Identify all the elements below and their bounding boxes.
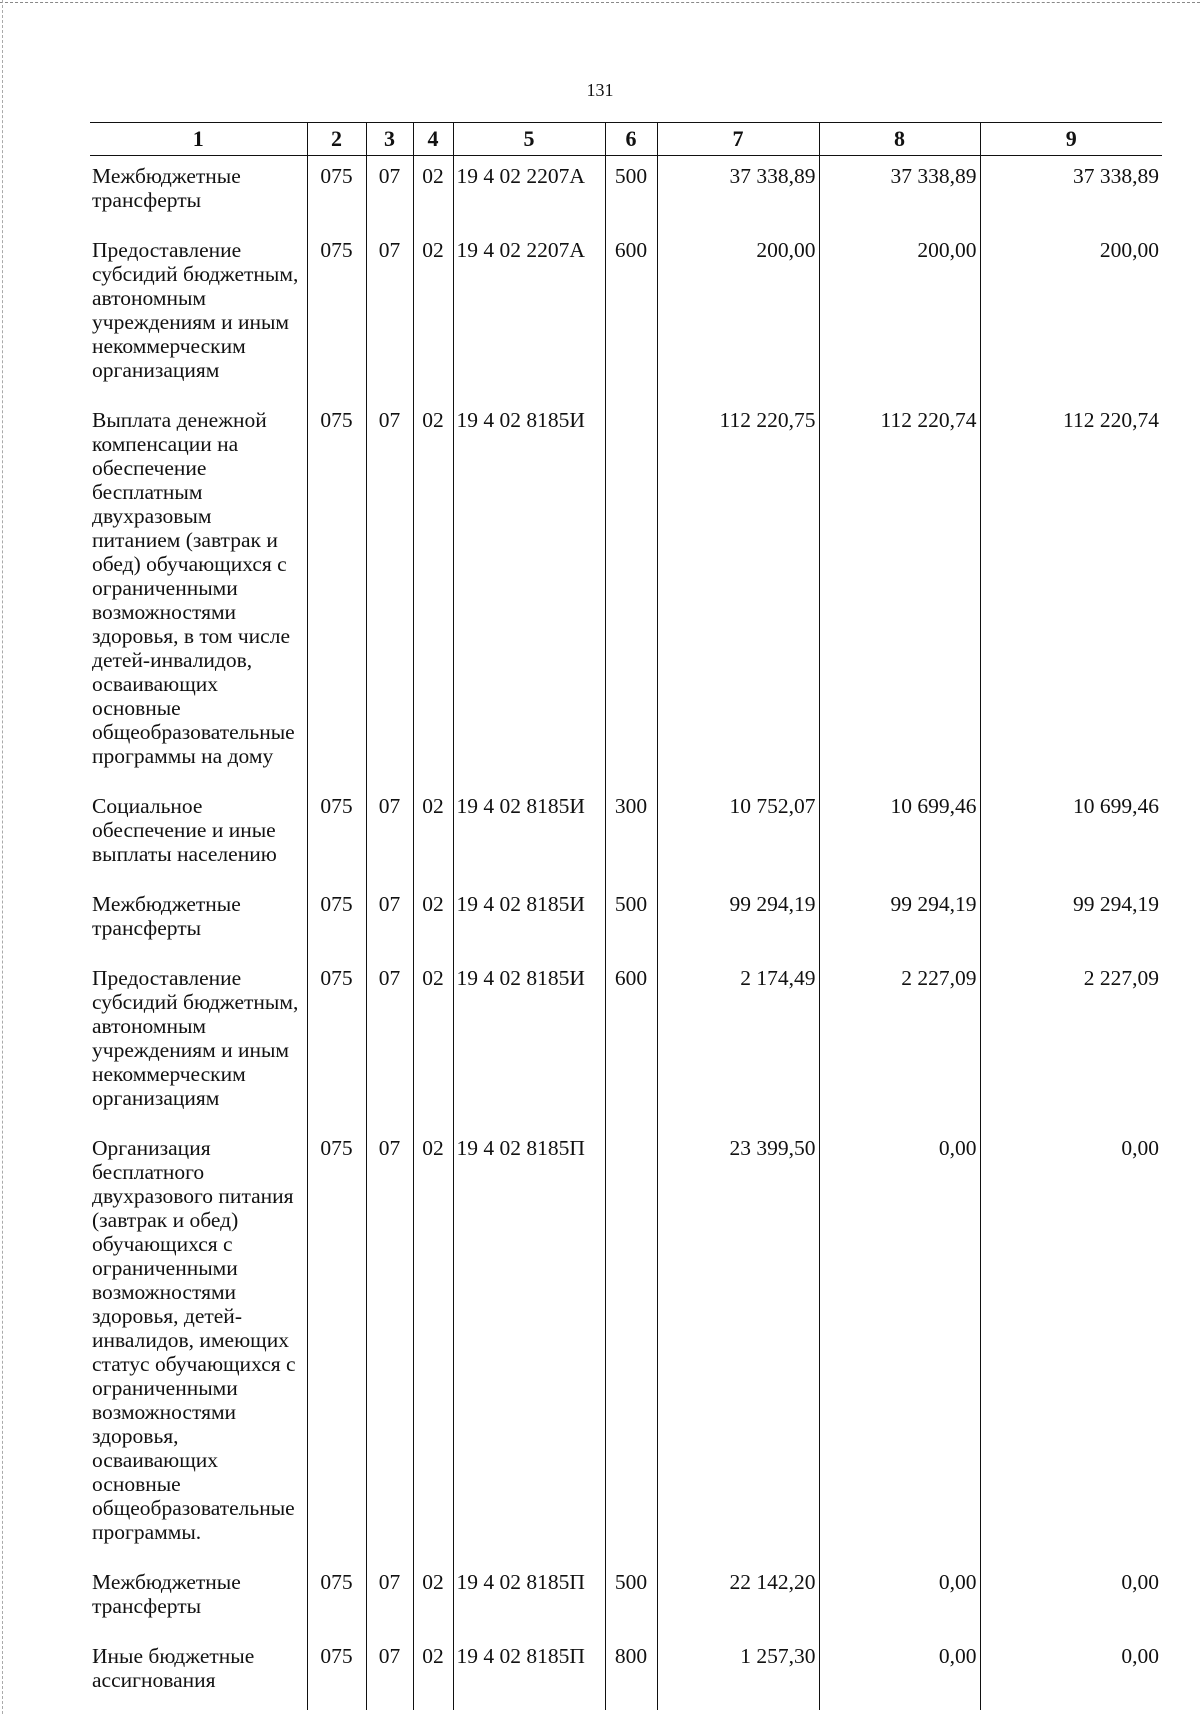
scan-edge-left [2,0,4,1714]
row-amount-col9: 0,00 [980,1562,1162,1636]
row-expense-type [605,1128,657,1562]
row-name: Предоставление субсидий бюджетным, автономным учреждениям и иным некоммерческим организациям [92,238,299,382]
column-header-7: 7 [657,123,819,156]
row-amount-col7: 112 220,75 [657,400,819,786]
row-ministry-code: 075 [307,786,366,884]
row-section-code: 07 [366,1636,413,1710]
row-expense-type: 500 [605,1562,657,1636]
page-number: 131 [586,80,614,100]
row-section-code: 07 [366,1128,413,1562]
table-row [90,156,1162,231]
row-expense-type [605,400,657,786]
row-target-article: 19 4 02 8185П [453,1562,605,1636]
row-amount-col9: 99 294,19 [980,884,1162,958]
row-amount-col9: 0,00 [980,1128,1162,1562]
row-name: Выплата денежной компенсации на обеспечение бесплатным двухразовым питанием (завтрак и обед) обучающихся с ограниченными возможностями здоровья, в том числе детей-инвалидов, осваивающих основные общеобразовательные программы на дому [92,408,295,768]
row-amount-col7: 22 142,20 [657,1562,819,1636]
column-header-5: 5 [453,123,605,156]
row-expense-type: 300 [605,786,657,884]
row-expense-type: 500 [605,156,657,231]
row-target-article: 19 4 02 8185П [453,1128,605,1562]
row-ministry-code: 075 [307,156,366,231]
row-section-code: 07 [366,786,413,884]
row-ministry-code: 075 [307,230,366,400]
row-target-article: 19 4 02 2207А [453,156,605,231]
row-amount-col7: 200,00 [657,230,819,400]
row-amount-col7: 99 294,19 [657,884,819,958]
table-row [90,786,1162,884]
row-expense-type: 500 [605,884,657,958]
row-ministry-code: 075 [307,1636,366,1710]
row-amount-col8: 99 294,19 [819,884,980,958]
table-row [90,400,1162,786]
row-subsection-code: 02 [413,958,453,1128]
row-ministry-code: 075 [307,884,366,958]
row-amount-col9: 200,00 [980,230,1162,400]
row-amount-col7: 1 257,30 [657,1636,819,1710]
column-header-2: 2 [307,123,366,156]
column-header-4: 4 [413,123,453,156]
table-row [90,1562,1162,1636]
row-section-code: 07 [366,884,413,958]
row-section-code: 07 [366,230,413,400]
row-subsection-code: 02 [413,156,453,231]
row-ministry-code: 075 [307,400,366,786]
column-header-6: 6 [605,123,657,156]
row-target-article: 19 4 02 8185И [453,786,605,884]
row-name: Межбюджетные трансферты [92,892,241,940]
column-header-9: 9 [980,123,1162,156]
row-target-article: 19 4 02 8185И [453,400,605,786]
budget-table [90,122,1162,1710]
table-row [90,958,1162,1128]
row-section-code: 07 [366,958,413,1128]
row-name: Предоставление субсидий бюджетным, автономным учреждениям и иным некоммерческим организациям [92,966,299,1110]
row-amount-col9: 37 338,89 [980,156,1162,231]
table-row [90,230,1162,400]
row-amount-col9: 10 699,46 [980,786,1162,884]
row-name: Социальное обеспечение и иные выплаты населению [92,794,277,866]
row-name: Межбюджетные трансферты [92,164,241,212]
row-subsection-code: 02 [413,1636,453,1710]
column-header-3: 3 [366,123,413,156]
row-amount-col7: 10 752,07 [657,786,819,884]
row-subsection-code: 02 [413,1562,453,1636]
table-row [90,884,1162,958]
row-ministry-code: 075 [307,1128,366,1562]
row-amount-col9: 2 227,09 [980,958,1162,1128]
row-expense-type: 600 [605,230,657,400]
row-target-article: 19 4 02 8185И [453,884,605,958]
row-amount-col8: 200,00 [819,230,980,400]
row-name: Организация бесплатного двухразового питания (завтрак и обед) обучающихся с ограниченными возможностями здоровья, детей-инвалидов, имеющих статус обучающихся с ограниченными возможностями здоровья, осваивающих основные общеобразовательные программы. [92,1136,296,1544]
row-amount-col9: 112 220,74 [980,400,1162,786]
row-amount-col7: 2 174,49 [657,958,819,1128]
row-target-article: 19 4 02 2207А [453,230,605,400]
row-name: Межбюджетные трансферты [92,1570,241,1618]
row-amount-col7: 23 399,50 [657,1128,819,1562]
row-amount-col8: 112 220,74 [819,400,980,786]
table-row [90,1128,1162,1562]
row-subsection-code: 02 [413,230,453,400]
row-target-article: 19 4 02 8185И [453,958,605,1128]
row-ministry-code: 075 [307,958,366,1128]
row-expense-type: 800 [605,1636,657,1710]
row-amount-col8: 0,00 [819,1128,980,1562]
row-section-code: 07 [366,156,413,231]
row-section-code: 07 [366,1562,413,1636]
row-amount-col8: 0,00 [819,1562,980,1636]
column-header-8: 8 [819,123,980,156]
table-row [90,1636,1162,1710]
row-amount-col8: 2 227,09 [819,958,980,1128]
row-amount-col8: 10 699,46 [819,786,980,884]
row-target-article: 19 4 02 8185П [453,1636,605,1710]
row-section-code: 07 [366,400,413,786]
row-expense-type: 600 [605,958,657,1128]
row-subsection-code: 02 [413,400,453,786]
row-subsection-code: 02 [413,884,453,958]
row-amount-col8: 0,00 [819,1636,980,1710]
row-ministry-code: 075 [307,1562,366,1636]
row-subsection-code: 02 [413,786,453,884]
column-header-1: 1 [90,123,307,156]
row-name: Иные бюджетные ассигнования [92,1644,255,1692]
row-amount-col7: 37 338,89 [657,156,819,231]
table-header-row [90,123,1162,156]
row-amount-col9: 0,00 [980,1636,1162,1710]
row-amount-col8: 37 338,89 [819,156,980,231]
row-subsection-code: 02 [413,1128,453,1562]
scan-edge-top [0,2,1200,4]
